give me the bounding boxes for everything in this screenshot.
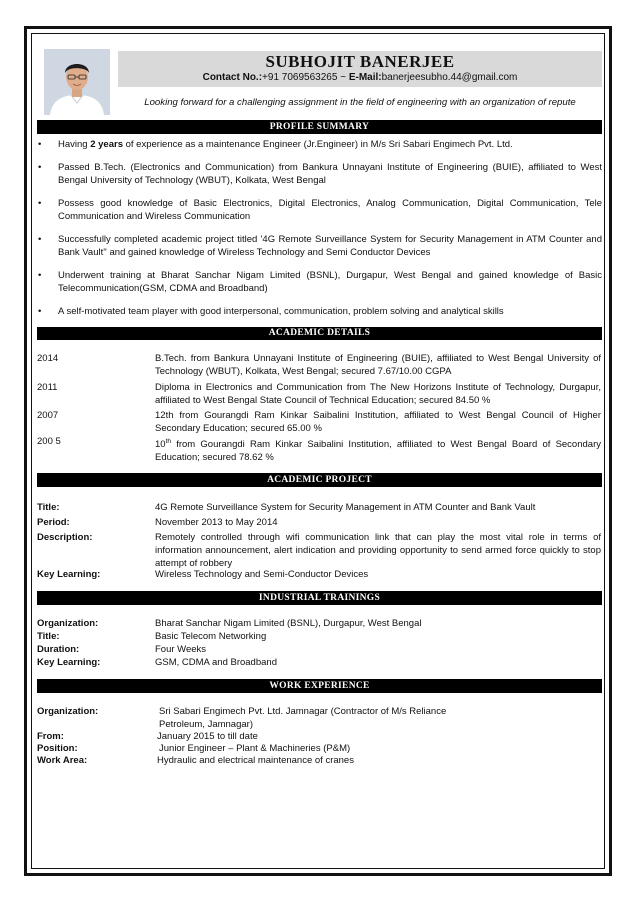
academic-year: 2011 <box>37 382 58 393</box>
email-address[interactable]: banerjeesubho.44@gmail.com <box>381 72 518 83</box>
grade-text: from Gourangdi Ram Kinkar Saibalini Institution, affiliated to West Bengal Board of Secondary Education; secured 78.62 % <box>155 439 601 464</box>
section-heading-experience: WORK EXPERIENCE <box>37 680 602 693</box>
contact-line <box>118 72 602 83</box>
list-item <box>36 269 602 295</box>
field-label: Position: <box>37 743 78 754</box>
training-organization: Bharat Sanchar Nigam Limited (BSNL), Durgapur, West Bengal <box>155 618 422 629</box>
field-label: Organization: <box>37 706 99 717</box>
field-label: Key Learning: <box>37 569 101 580</box>
career-objective: Looking forward for a challenging assignment in the field of engineering with an organization of repute <box>144 97 576 108</box>
bullet-icon: • <box>38 139 42 150</box>
grade-number: 10 <box>155 439 166 451</box>
email-label: E-Mail: <box>348 72 382 83</box>
academic-description: 12th from Gourangdi Ram Kinkar Saibalini Institution, affiliated to West Bengal Council of Higher Secondary Education; secured 65.00 % <box>155 410 601 434</box>
bullet-icon: • <box>38 270 42 281</box>
section-heading-academic: ACADEMIC DETAILS <box>37 327 602 340</box>
field-label: Description: <box>37 532 93 543</box>
field-label: Work Area: <box>37 755 88 766</box>
bullet-text: of experience as a maintenance Engineer (Jr.Engineer) in M/s Sri Sabari Engimech Pvt. Ltd. <box>122 139 513 150</box>
training-key-learning: GSM, CDMA and Broadband <box>155 657 277 668</box>
academic-year: 2007 <box>37 410 59 421</box>
academic-year: 2014 <box>37 353 59 364</box>
list-item <box>36 305 602 318</box>
field-label: Key Learning: <box>37 657 101 668</box>
project-description: Remotely controlled through wifi communication link that can play the most vital role in terms of information announcement, alert indication and providing opportunity to send armed force quickly to stop attempt of robbery <box>155 532 601 569</box>
bullet-icon: • <box>38 198 42 209</box>
bullet-text: A self-motivated team player with good interpersonal, communication, problem solving and analytical skills <box>58 306 504 317</box>
bullet-icon: • <box>38 162 42 173</box>
field-label: Title: <box>37 631 60 642</box>
project-key-learning: Wireless Technology and Semi-Conductor Devices <box>155 569 369 580</box>
training-title: Basic Telecom Networking <box>155 631 267 642</box>
avatar-icon <box>44 49 110 115</box>
bullet-text: Underwent training at Bharat Sanchar Nigam Limited (BSNL), Durgapur, West Bengal and gained knowledge of Basic Telecommunication(GSM, CDMA and Broadband) <box>58 270 602 294</box>
work-area: Hydraulic and electrical maintenance of cranes <box>157 755 354 766</box>
field-label: Title: <box>37 502 60 513</box>
academic-description: B.Tech. from Bankura Unnayani Institute of Engineering (BUIE), affiliated to West Bengal University of Technology (WBUT), Kolkata, West Bengal; secured 7.67/10.00 CGPA <box>155 353 601 377</box>
work-organization: Sri Sabari Engimech Pvt. Ltd. Jamnagar (Contractor of M/s Reliance Petroleum, Jamnagar) <box>159 706 447 730</box>
contact-label: Contact No.: <box>202 72 263 83</box>
academic-description <box>155 435 601 464</box>
project-title: 4G Remote Surveillance System for Security Management in ATM Counter and Bank Vault <box>155 502 536 513</box>
bullet-emphasis: 2 years <box>90 139 123 150</box>
section-heading-profile: PROFILE SUMMARY <box>37 121 602 134</box>
list-item <box>36 138 602 151</box>
section-heading-trainings: INDUSTRIAL TRAININGS <box>37 592 602 605</box>
project-period: November 2013 to May 2014 <box>155 517 278 528</box>
bullet-text: Successfully completed academic project titled '4G Remote Surveillance System for Security Management in ATM Counter and Bank Vault'' and gained knowledge of Wireless Technology and Semi Conductor Devices <box>58 234 602 258</box>
bullet-icon: • <box>38 306 42 317</box>
list-item <box>36 161 602 187</box>
bullet-icon: • <box>38 234 42 245</box>
profile-photo <box>44 49 110 115</box>
work-position: Junior Engineer – Plant & Machineries (P&M) <box>159 743 351 754</box>
candidate-name: SUBHOJIT BANERJEE <box>265 52 455 71</box>
bullet-text: Possess good knowledge of Basic Electronics, Digital Electronics, Analog Communication, Digital Communication, Tele Communication and Wireless Communication <box>58 198 602 222</box>
bullet-text: Passed B.Tech. (Electronics and Communication) from Bankura Unnayani Institute of Engineering (BUIE), affiliated to West Bengal University of Technology (WBUT), Kolkata, West Bengal <box>58 162 602 186</box>
field-label: From: <box>37 731 64 742</box>
grade-suffix: th <box>165 438 171 445</box>
list-item <box>36 233 602 259</box>
phone-number: +91 7069563265 <box>262 72 338 83</box>
bullet-text: Having <box>58 139 91 150</box>
academic-description: Diploma in Electronics and Communication from The New Horizons Institute of Technology, Durgapur, affiliated to West Bengal State Council of Technical Education; secured 84.50 % <box>155 382 601 406</box>
contact-separator: ~ <box>340 72 347 83</box>
training-duration: Four Weeks <box>155 644 207 655</box>
field-label: Organization: <box>37 618 99 629</box>
list-item <box>36 197 602 223</box>
profile-summary-list <box>36 138 602 328</box>
section-heading-project: ACADEMIC PROJECT <box>37 474 602 487</box>
field-label: Period: <box>37 517 70 528</box>
work-from-date: January 2015 to till date <box>157 731 258 742</box>
field-label: Duration: <box>37 644 80 655</box>
academic-year: 200 5 <box>37 436 61 447</box>
